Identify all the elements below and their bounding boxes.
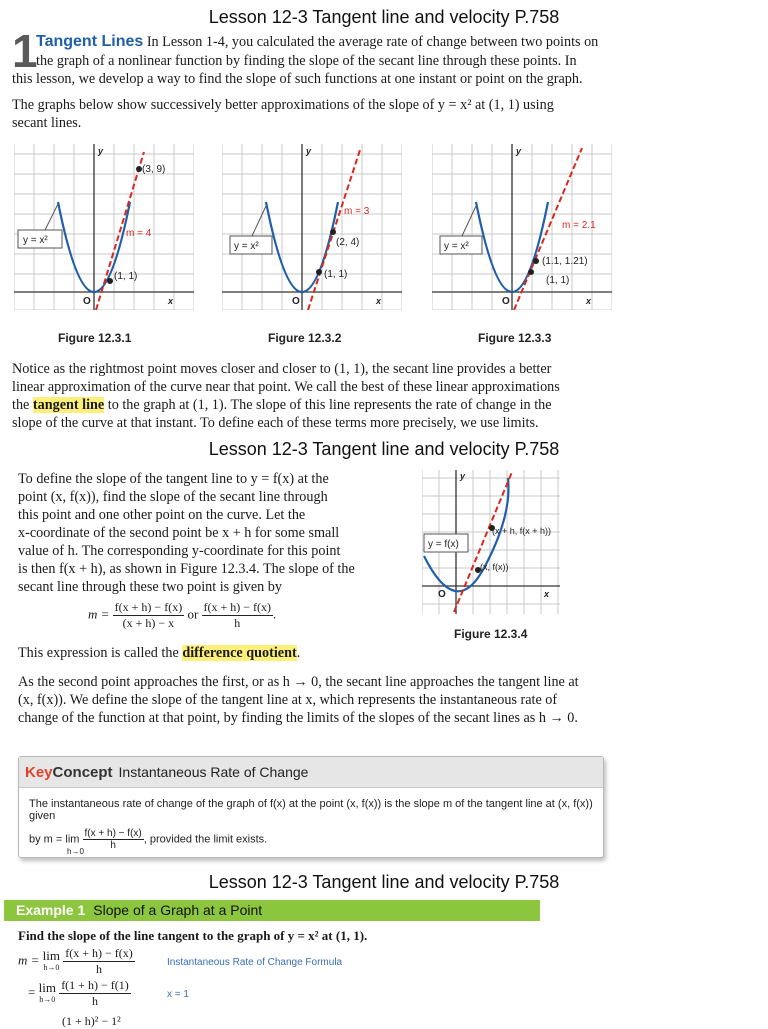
example-prompt: Find the slope of the line tangent to the graph of y = x² at (1, 1). — [18, 928, 368, 943]
approach-line-3: change of the function at that point, by finding the limits of the slopes of the secant lines as h → 0. — [18, 710, 578, 726]
lesson-title: Lesson 12-3 Tangent line and velocity P.758 — [208, 439, 560, 459]
fraction-numerator: f(x + h) − f(x) — [203, 600, 272, 614]
example-step-3: (1 + h)² − 1² — [62, 1014, 121, 1028]
fraction-denominator: h — [91, 994, 98, 1008]
difference-quotient-term: difference quotient — [182, 645, 297, 661]
second-point-label: (2, 4) — [336, 237, 360, 248]
x-axis-label: x — [586, 296, 592, 306]
expression-text: This expression is called the — [18, 645, 183, 661]
figure-caption-4: Figure 12.3.4 — [454, 627, 528, 641]
example-header — [4, 900, 540, 921]
lim-subscript: h→0 — [43, 962, 60, 972]
notice-line-1: Notice as the rightmost point moves closer and closer to (1, 1), the secant line provides a better — [12, 361, 552, 377]
key-concept-text: The instantaneous rate of change of the graph of f(x) at the point (x, f(x)) is the slope m of the tangent line at (x, f(x)) given — [29, 798, 593, 822]
intro-line-3: this lesson, we develop a way to find the slope of such functions at one instant or point on the graph. — [12, 71, 583, 87]
tangent-point-label: (1, 1) — [114, 271, 138, 282]
expression-text: . — [296, 645, 301, 661]
curve-label: y = x² — [444, 241, 469, 252]
approach-line-2: (x, f(x)). We define the slope of the tangent line at x, which represents the instantaneous rate of — [18, 692, 558, 708]
fraction-numerator: f(x + h) − f(x) — [84, 828, 142, 839]
key-word: Key — [25, 764, 53, 781]
definition-line-1: To define the slope of the tangent line to y = f(x) at the — [18, 471, 329, 487]
figure-12-3-4 — [422, 470, 560, 614]
figure-caption-3: Figure 12.3.3 — [478, 331, 552, 345]
definition-line-6: is then f(x + h), as shown in Figure 12.3.4. The slope of the — [18, 561, 355, 577]
curve-label: y = x² — [234, 241, 259, 252]
second-point-label: (1.1, 1.21) — [542, 256, 588, 267]
figure-12-3-3 — [432, 144, 612, 310]
y-axis-label: y — [306, 146, 312, 156]
m-equals: m = — [88, 606, 110, 622]
concept-word: Concept — [52, 764, 113, 781]
step-1-note: Instantaneous Rate of Change Formula — [167, 957, 343, 968]
example-title: Slope of a Graph at a Point — [93, 902, 263, 918]
origin-label: O — [83, 296, 91, 307]
key-concept-tail: , provided the limit exists. — [143, 833, 268, 846]
lim-subscript: h→0 — [67, 847, 84, 856]
intro-line-1 — [36, 33, 756, 52]
intro-line-2: the graph of a nonlinear function by finding the slope of the secant line through these points. In — [36, 53, 577, 69]
step-fraction — [59, 978, 131, 1009]
second-point-label: (3, 9) — [142, 164, 166, 175]
lesson-title: Lesson 12-3 Tangent line and velocity P.758 — [208, 7, 560, 27]
fraction-2 — [202, 600, 277, 631]
lesson-title: Lesson 12-3 Tangent line and velocity P.758 — [208, 872, 560, 892]
definition-line-2: point (x, f(x)), find the slope of the secant line through — [18, 489, 328, 505]
tangent-point-label: (1, 1) — [546, 275, 570, 286]
fraction-numerator: f(x + h) − f(x) — [65, 946, 133, 960]
point1-label: (x, f(x)) — [480, 562, 509, 572]
step-fraction — [63, 946, 135, 977]
definition-line-3: this point and one other point on the curve. Let the — [18, 507, 306, 523]
figure-12-3-1 — [14, 144, 194, 310]
by-m-lim: by m = lim — [29, 833, 80, 846]
figure-12-3-2 — [222, 144, 402, 310]
section-number: 1 — [12, 25, 38, 77]
x-axis-label: x — [376, 296, 382, 306]
slope-label: m = 4 — [126, 228, 152, 239]
fraction-numerator: f(1 + h) − f(1) — [61, 978, 129, 992]
figure-caption-1: Figure 12.3.1 — [58, 331, 132, 345]
y-axis-label: y — [516, 146, 522, 156]
notice-text: to the graph at (1, 1). The slope of this line represents the rate of change in the — [104, 397, 552, 413]
x-axis-label: x — [544, 589, 550, 599]
origin-label: O — [438, 589, 446, 600]
difference-quotient-line — [18, 644, 518, 663]
x-axis-label: x — [168, 296, 174, 306]
limit-symbol — [42, 947, 61, 974]
key-concept-body — [19, 788, 603, 862]
graphs-intro-1: The graphs below show successively better approximations of the slope of y = x² at (1, 1) using — [12, 97, 554, 113]
period: . — [273, 606, 277, 622]
example-step-2 — [28, 978, 131, 1009]
fraction-denominator: h — [110, 840, 116, 851]
origin-label: O — [292, 296, 300, 307]
graphs-intro-2: secant lines. — [12, 115, 82, 131]
fraction-denominator: (x + h) − x — [122, 616, 175, 630]
intro-text-1: In Lesson 1-4, you calculated the average rate of change between two points on — [143, 34, 599, 50]
y-axis-label: y — [460, 471, 466, 481]
curve-label: y = f(x) — [428, 539, 459, 550]
lim-text: lim — [38, 979, 56, 995]
fraction-numerator: f(x + h) − f(x) — [114, 600, 183, 614]
step-lhs: m = — [18, 952, 40, 968]
tangent-point-label: (1, 1) — [324, 269, 348, 280]
limit-symbol — [38, 979, 56, 1006]
definition-line-7: secant line through these two point is given by — [18, 579, 282, 595]
key-concept-formula — [29, 828, 593, 856]
fraction-1 — [113, 600, 185, 631]
example-label: Example 1 — [16, 902, 86, 918]
example-step-1 — [18, 946, 135, 977]
notice-line-2: linear approximation of the curve near that point. We call the best of these linear approximations — [12, 379, 560, 395]
or-text: or — [187, 606, 199, 622]
slope-label: m = 3 — [344, 206, 370, 217]
tangent-line-term: tangent line — [32, 397, 105, 413]
section-heading: Tangent Lines — [36, 33, 144, 50]
slope-label: m = 2.1 — [562, 220, 596, 231]
notice-line-4: slope of the curve at that instant. To define each of these terms more precisely, we use limits. — [12, 415, 539, 431]
figure-caption-2: Figure 12.3.2 — [268, 331, 342, 345]
step-2-note: x = 1 — [167, 989, 189, 1000]
key-fraction — [83, 828, 144, 851]
fraction-denominator: h — [234, 616, 241, 630]
slope-formula — [88, 600, 276, 631]
key-concept-header — [19, 757, 603, 788]
definition-line-4: x-coordinate of the second point be x + h for some small — [18, 525, 340, 541]
y-axis-label: y — [98, 146, 104, 156]
step-lhs: = — [28, 984, 36, 1000]
notice-text: the — [12, 397, 33, 413]
definition-line-5: value of h. The corresponding y-coordinate for this point — [18, 543, 341, 559]
approach-line-1: As the second point approaches the first, or as h → 0, the secant line approaches the tangent line at — [18, 674, 579, 690]
origin-label: O — [502, 296, 510, 307]
curve-label: y = x² — [23, 235, 48, 246]
notice-line-3 — [12, 396, 752, 415]
key-concept-box — [18, 756, 604, 858]
fraction-denominator: h — [96, 962, 103, 976]
key-concept-title: Instantaneous Rate of Change — [118, 764, 309, 780]
point2-label: (x + h, f(x + h)) — [492, 526, 552, 536]
lim-subscript: h→0 — [39, 994, 56, 1004]
lim-text: lim — [42, 947, 61, 963]
